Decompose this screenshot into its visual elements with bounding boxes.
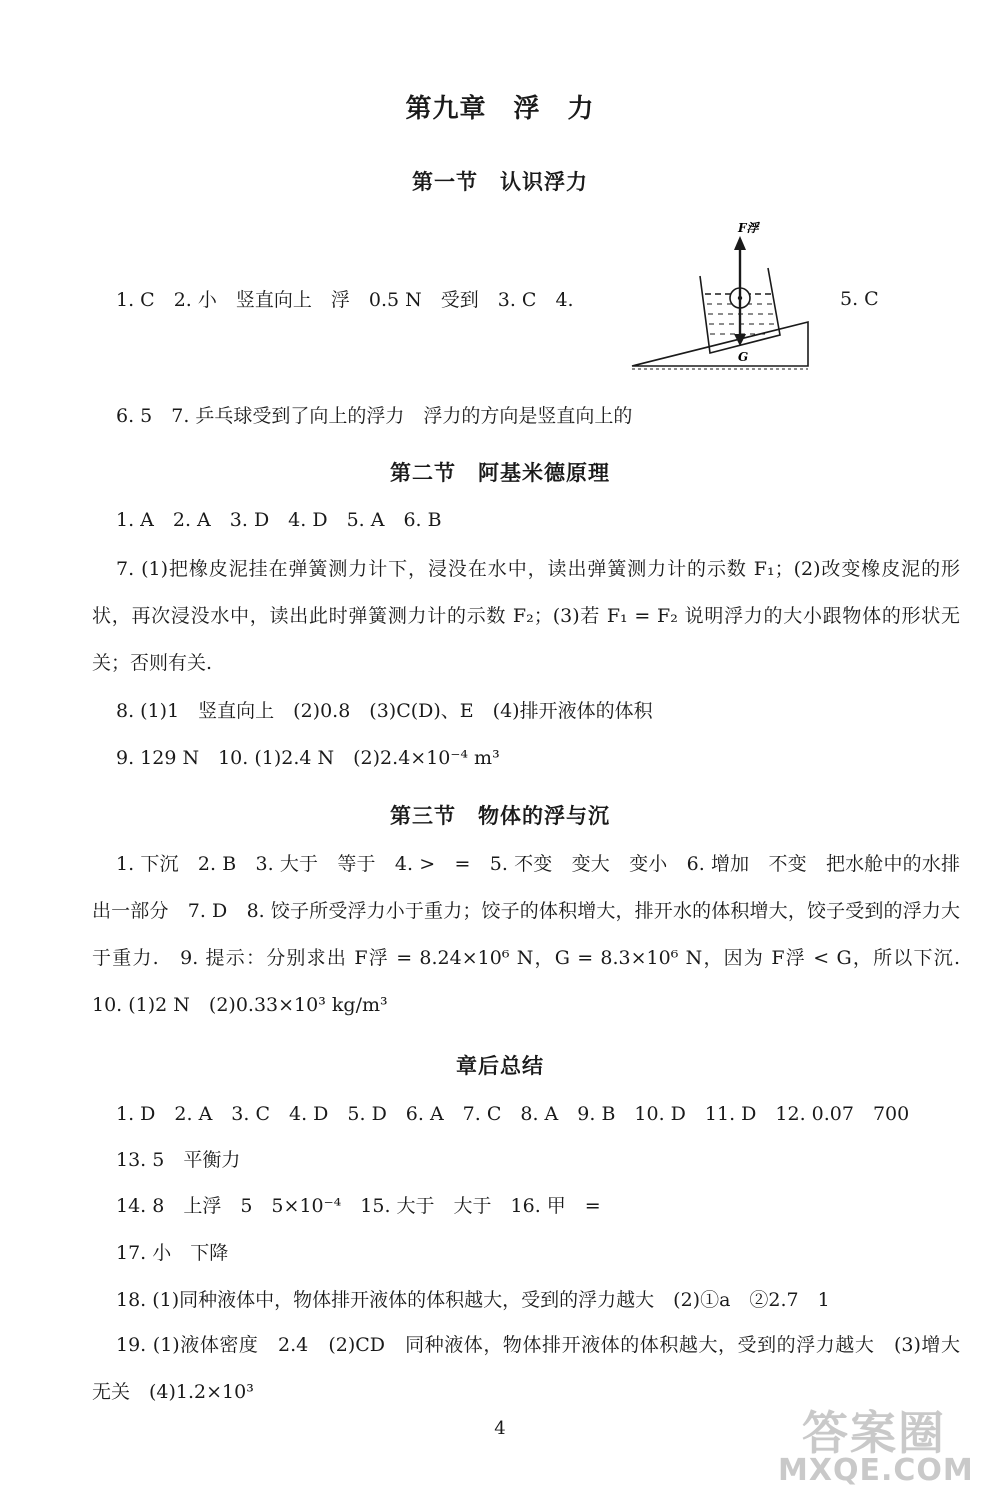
summary-title: 章后总结 <box>456 1054 544 1078</box>
answers-3: 1. 下沉 2. B 3. 大于 等于 4. > = 5. 不变 变大 变小 6. 增加 不变 把水舱中的水排出一部分 7. D 8. 饺子所受浮力小于重力；饺子的体积增大，排开水的体积增大，饺子受到的浮力大于重力. 9. 提示：分别求出 F浮 = 8.24×10⁶ N，G = 8.3×10⁶ N，因为 F浮 < G，所以下沉. 10. (1)2 N (2)0.33×10³ kg/m³ <box>92 853 980 1016</box>
page-number: 4 <box>494 1418 506 1439</box>
site-watermark <box>748 1397 988 1487</box>
answer-5: 5. C <box>840 288 879 310</box>
watermark-text-bottom: MXQE.COM <box>778 1453 974 1488</box>
answer-2-7: 7. (1)把橡皮泥挂在弹簧测力计下，浸没在水中，读出弹簧测力计的示数 F₁；(2)改变橡皮泥的形状，再次浸没水中，读出此时弹簧测力计的示数 F₂；(3)若 F₁ = F₂ 说明浮力的大小跟物体的形状无关；否则有关. <box>92 558 960 674</box>
section-title-2: 第二节 阿基米德原理 <box>390 461 610 485</box>
answers-2-1-6: 1. A 2. A 3. D 4. D 5. A 6. B <box>116 509 442 531</box>
summary-answer-18: 18. (1)同种液体中，物体排开液体的体积越大，受到的浮力越大 (2)①a ②2.7 1 <box>116 1289 830 1311</box>
gravity-label: G <box>738 350 749 364</box>
section-title-1: 第一节 认识浮力 <box>412 170 588 194</box>
chapter-title: 第九章 浮 力 <box>405 94 595 124</box>
summary-answers-1-12: 1. D 2. A 3. C 4. D 5. D 6. A 7. C 8. A 9. B 10. D 11. D 12. 0.07 700 <box>116 1103 910 1125</box>
watermark-text-top: 答案圈 <box>802 1406 946 1460</box>
buoyancy-diagram <box>628 218 814 378</box>
buoyancy-label: F浮 <box>738 221 759 235</box>
answers-1-4: 1. C 2. 小 竖直向上 浮 0.5 N 受到 3. C 4. <box>116 289 574 311</box>
buoyancy-arrow-head <box>734 236 746 250</box>
incline-plane <box>632 322 808 366</box>
answers-6-7: 6. 5 7. 乒乓球受到了向上的浮力 浮力的方向是竖直向上的 <box>116 405 633 427</box>
summary-answer-13: 13. 5 平衡力 <box>116 1149 241 1171</box>
section-title-3: 第三节 物体的浮与沉 <box>390 804 610 828</box>
summary-answers-14-16: 14. 8 上浮 5 5×10⁻⁴ 15. 大于 大于 16. 甲 = <box>116 1195 601 1217</box>
summary-answer-17: 17. 小 下降 <box>116 1242 229 1264</box>
summary-answer-19: 19. (1)液体密度 2.4 (2)CD 同种液体，物体排开液体的体积越大，受到的浮力越大 (3)增大 无关 (4)1.2×10³ <box>92 1334 980 1403</box>
answer-2-8: 8. (1)1 竖直向上 (2)0.8 (3)C(D)、E (4)排开液体的体积 <box>116 700 653 722</box>
answers-2-9-10: 9. 129 N 10. (1)2.4 N (2)2.4×10⁻⁴ m³ <box>116 747 500 769</box>
